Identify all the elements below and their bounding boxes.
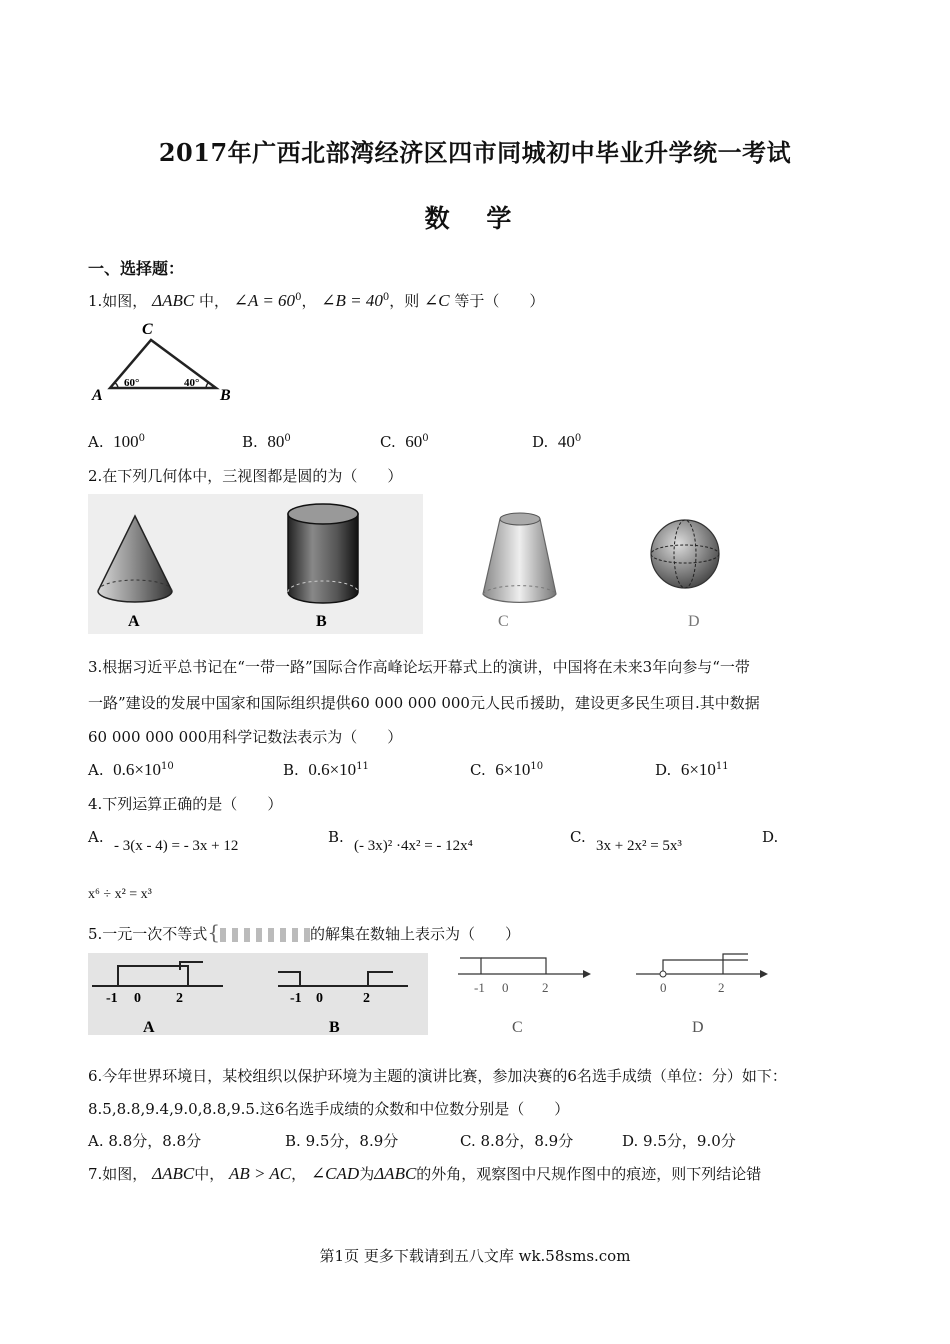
option-sup: 0: [574, 433, 582, 444]
q1-suffix: 等于（ ）: [454, 292, 545, 310]
q3-option-b[interactable]: [283, 760, 369, 780]
tick-c-2: 2: [542, 980, 549, 995]
q1-prefix: 1.如图，: [88, 292, 148, 310]
q7-text: 中，: [194, 1165, 225, 1183]
tick-a-neg1: -1: [106, 991, 118, 1006]
option-label: D.: [622, 1132, 639, 1150]
option-label: B.: [285, 1132, 301, 1150]
q1-angle-c: ∠C: [424, 291, 450, 310]
q6-option-b[interactable]: [285, 1130, 398, 1151]
q7-inequality: AB > AC: [228, 1164, 292, 1183]
tick-a-2: 2: [176, 991, 183, 1006]
q4-option-a[interactable]: - 3(x - 4) = - 3x + 12: [114, 838, 239, 854]
option-sup: 0: [138, 433, 146, 444]
option-label: A.: [88, 433, 104, 451]
page-footer: 第1页 更多下载请到五八文库 wk.58sms.com: [319, 1247, 631, 1265]
question-4: 4.下列运算正确的是（ ）: [88, 795, 283, 813]
q1-text2: ，则: [389, 292, 420, 310]
option-value: 8.8分，8.9分: [480, 1132, 574, 1150]
q4-option-c-label: C.: [570, 828, 586, 846]
solids-figure: [88, 494, 808, 634]
page-title: 2017年广西北部湾经济区四市同城初中毕业升学统一考试: [158, 138, 792, 167]
option-value: 8.8分，8.8分: [108, 1132, 202, 1150]
tick-c-0: 0: [502, 980, 509, 995]
option-value: 100: [113, 432, 139, 451]
option-value: 6×10: [680, 760, 716, 779]
numberline-label-a: A: [143, 1019, 155, 1036]
option-label: C.: [460, 1132, 476, 1150]
numberline-figure: [88, 950, 788, 1038]
question-3-line1: 3.根据习近平总书记在“一带一路”国际合作高峰论坛开幕式上的演讲，中国将在未来3年向参与“一带: [88, 658, 750, 676]
tick-b-2: 2: [363, 991, 370, 1006]
subject-heading: 数 学: [424, 204, 526, 233]
option-value: 0.6×10: [113, 760, 161, 779]
triangle-figure: [88, 318, 238, 410]
q7-prefix: 7.如图，: [88, 1165, 148, 1183]
option-sup: 0: [284, 433, 291, 444]
question-3-line3: 60 000 000 000用科学记数法表示为（ ）: [88, 728, 403, 746]
q1-triangle: ΔABC: [152, 291, 195, 310]
option-label: C.: [470, 761, 486, 779]
q4-option-c[interactable]: 3x + 2x² = 5x³: [596, 838, 682, 854]
numberline-label-c: C: [512, 1019, 523, 1036]
question-1: 1.如图， ΔABC 中， ∠A = $60^0$， ∠B = $40^0$，则 ∠C 等于（ ）: [88, 291, 545, 310]
q6-option-c[interactable]: [460, 1130, 573, 1151]
q1-angle-a: ∠A = 60: [233, 291, 296, 310]
question-2: 2.在下列几何体中，三视图都是圆的为（ ）: [88, 467, 403, 485]
q1-sep: ，: [301, 292, 317, 310]
option-value: 6×10: [495, 760, 531, 779]
option-value: 60: [405, 432, 423, 451]
q1-option-d[interactable]: [532, 432, 581, 452]
option-label: D.: [655, 761, 672, 779]
q1-option-c[interactable]: [380, 432, 429, 452]
tick-d-2: 2: [718, 980, 725, 995]
question-6-line2: 8.5,8.8,9.4,9.0,8.8,9.5.这6名选手成绩的众数和中位数分别是（ ）: [88, 1100, 570, 1118]
option-sup: 11: [715, 761, 729, 772]
option-value: 9.5分，9.0分: [643, 1132, 736, 1150]
solid-label-c: C: [498, 613, 509, 630]
q3-option-d[interactable]: [655, 760, 729, 780]
q5-prefix: 5.一元一次不等式: [88, 925, 208, 943]
tick-d-0: 0: [660, 980, 667, 995]
numberline-label-b: B: [329, 1019, 340, 1036]
q7-triangle2: ΔABC: [374, 1164, 417, 1183]
q4-option-a-label: A.: [88, 828, 104, 846]
numberline-label-d: D: [692, 1019, 704, 1036]
q1-option-a[interactable]: [88, 432, 145, 452]
option-label: C.: [380, 433, 396, 451]
option-value: 40: [557, 432, 575, 451]
q6-option-d[interactable]: [622, 1130, 736, 1151]
option-sup: 0: [422, 433, 429, 444]
fig-angle-40: 40°: [184, 377, 200, 389]
q5-suffix: 的解集在数轴上表示为（ ）: [310, 925, 521, 943]
q4-option-d-label: D.: [762, 828, 779, 846]
q5-brace: {: [207, 920, 221, 944]
q7-angle: ∠CAD: [310, 1164, 360, 1183]
option-value: 0.6×10: [308, 760, 357, 779]
solid-label-d: D: [688, 613, 700, 630]
tick-b-0: 0: [316, 991, 323, 1006]
fig-label-a: A: [92, 387, 103, 404]
question-7: [88, 1163, 761, 1184]
question-3-line2: 一路”建设的发展中国家和国际组织提供60 000 000 000元人民币援助，建设更多民生项目.其中数据: [88, 694, 760, 712]
question-5: [88, 920, 520, 944]
fig-label-b: B: [220, 387, 231, 404]
q5-blurred-inequality: [220, 928, 310, 942]
q4-option-b[interactable]: (- 3x)² ·4x² = - 12x⁴: [354, 838, 473, 854]
q6-option-a[interactable]: [88, 1130, 201, 1151]
fig-label-c: C: [142, 321, 153, 338]
q1-text: 中，: [198, 292, 229, 310]
tick-c-neg1: -1: [474, 980, 485, 995]
q4-option-b-label: B.: [328, 828, 344, 846]
option-value: 80: [267, 432, 285, 451]
q4-option-d[interactable]: x⁶ ÷ x² = x³: [88, 887, 152, 902]
tick-a-0: 0: [134, 991, 141, 1006]
q7-suffix: 的外角，观察图中尺规作图中的痕迹，则下列结论错: [416, 1165, 762, 1183]
option-sup: 10: [161, 761, 174, 772]
option-sup: 10: [530, 761, 544, 772]
option-label: B.: [283, 761, 299, 779]
section-heading: 一、选择题：: [88, 259, 185, 278]
option-label: B.: [242, 433, 258, 451]
q7-triangle: ΔABC: [152, 1164, 195, 1183]
q7-sep: ，: [291, 1165, 307, 1183]
option-label: A.: [88, 761, 104, 779]
q1-option-b[interactable]: [242, 432, 291, 452]
option-sup: 11: [356, 761, 369, 772]
solid-label-b: B: [316, 613, 327, 630]
tick-b-neg1: -1: [290, 991, 302, 1006]
q3-option-c[interactable]: [470, 760, 543, 780]
fig-angle-60: 60°: [124, 377, 140, 389]
q3-option-a[interactable]: [88, 760, 174, 780]
solid-label-a: A: [128, 613, 140, 630]
option-label: D.: [532, 433, 549, 451]
q1-angle-b: ∠B = 40: [321, 291, 383, 310]
option-value: 9.5分，8.9分: [305, 1132, 399, 1150]
question-6-line1: 6.今年世界环境日，某校组织以保护环境为主题的演讲比赛，参加决赛的6名选手成绩（单位：分）如下：: [88, 1067, 787, 1085]
q7-text2: 为: [359, 1165, 375, 1183]
option-label: A.: [88, 1132, 104, 1150]
